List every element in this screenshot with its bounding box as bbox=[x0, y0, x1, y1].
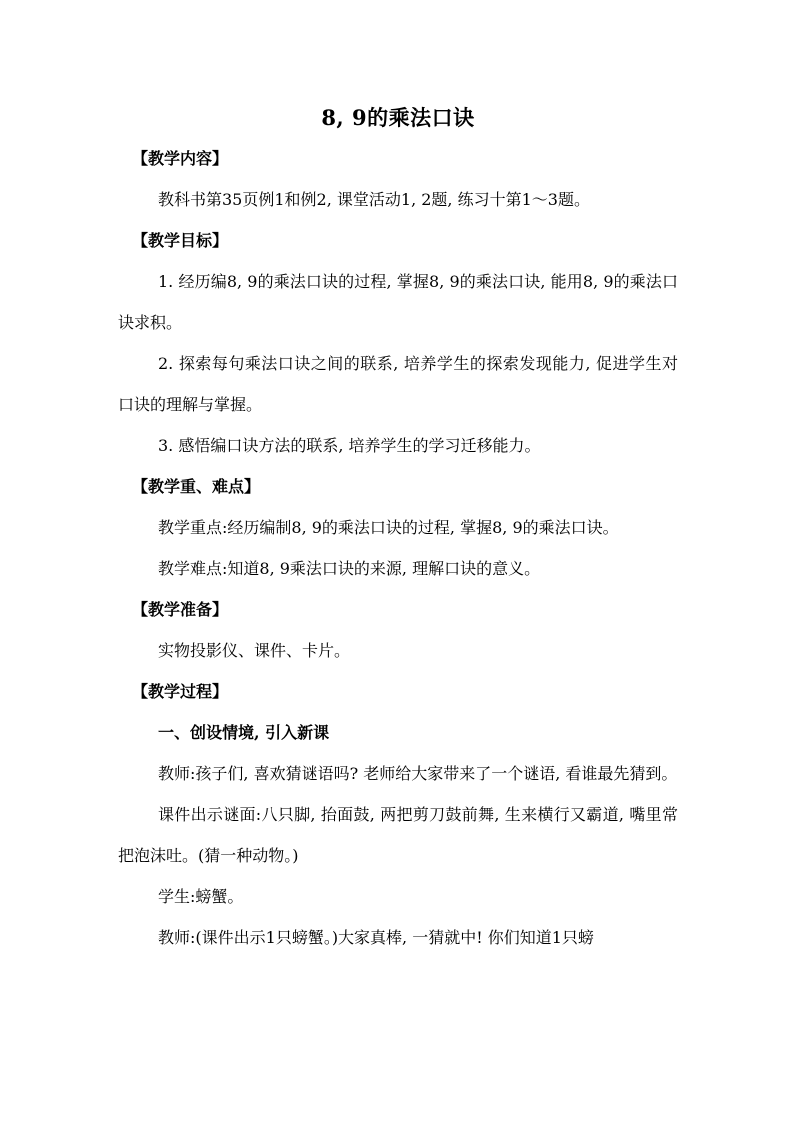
teaching-content-text: 教科书第35页例1和例2, 课堂活动1, 2题, 练习十第1～3题。 bbox=[158, 190, 590, 209]
teaching-goal-2: 2. 探索每句乘法口诀之间的联系, 培养学生的探索发现能力, 促进学生对口诀的理解与掌握。 bbox=[118, 354, 678, 414]
teaching-preparation-text: 实物投影仪、课件、卡片。 bbox=[158, 641, 351, 660]
riddle-line: 课件出示谜面:八只脚, 抬面鼓, 两把剪刀鼓前舞, 生来横行又霸道, 嘴里常把泡沫吐。(猜一种动物。) bbox=[118, 805, 678, 865]
teaching-goals-heading: 【教学目标】 bbox=[132, 231, 229, 250]
key-point-text: 教学重点:经历编制8, 9的乘法口诀的过程, 掌握8, 9的乘法口诀。 bbox=[158, 518, 619, 537]
process-step-1-title: 一、创设情境, 引入新课 bbox=[158, 723, 330, 742]
key-difficult-points-heading: 【教学重、难点】 bbox=[132, 477, 261, 496]
teaching-goal-3: 3. 感悟编口诀方法的联系, 培养学生的学习迁移能力。 bbox=[158, 436, 541, 455]
document-page bbox=[118, 100, 678, 958]
teacher-line-1: 教师:孩子们, 喜欢猜谜语吗? 老师给大家带来了一个谜语, 看谁最先猜到。 bbox=[158, 764, 678, 783]
teacher-line-2: 教师:(课件出示1只螃蟹。)大家真棒, 一猜就中! 你们知道1只螃 bbox=[158, 928, 594, 947]
teaching-goal-1: 1. 经历编8, 9的乘法口诀的过程, 掌握8, 9的乘法口诀, 能用8, 9的乘法口诀求积。 bbox=[118, 272, 678, 332]
teaching-content-heading: 【教学内容】 bbox=[132, 149, 229, 168]
document-title: 8, 9的乘法口诀 bbox=[321, 105, 475, 130]
teaching-preparation-heading: 【教学准备】 bbox=[132, 600, 229, 619]
student-line: 学生:螃蟹。 bbox=[158, 887, 244, 906]
teaching-process-heading: 【教学过程】 bbox=[132, 682, 229, 701]
difficult-point-text: 教学难点:知道8, 9乘法口诀的来源, 理解口诀的意义。 bbox=[158, 559, 541, 578]
